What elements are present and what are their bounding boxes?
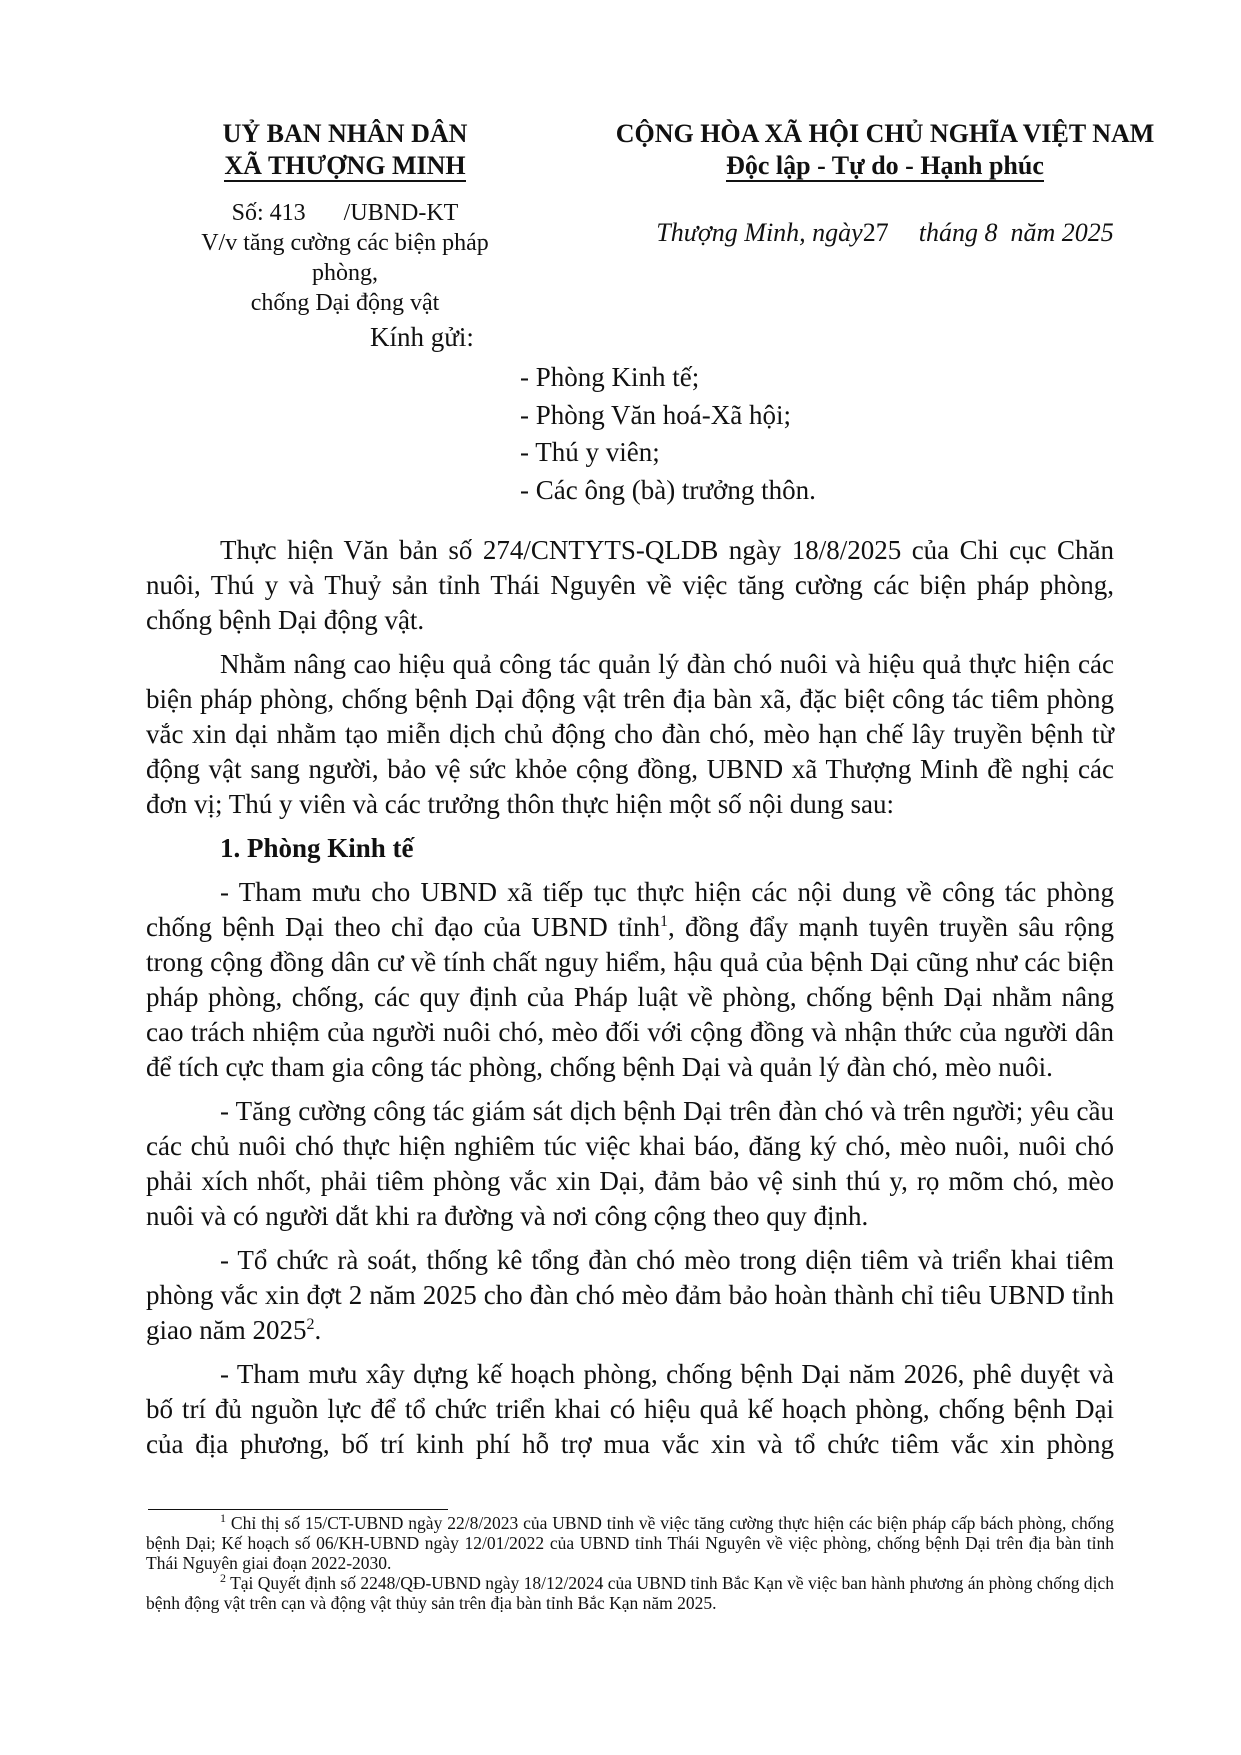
footnote-ref: 2 xyxy=(306,1316,315,1333)
org-line-2: XÃ THƯỢNG MINH xyxy=(224,151,466,180)
body-paragraph: - Tổ chức rà soát, thống kê tổng đàn chó mèo trong diện tiêm và triển khai tiêm phòng vắc xin đợt 2 năm 2025 cho đàn chó mèo đảm bảo hoàn thành chỉ tiêu UBND tỉnh giao năm 2025$^2$. xyxy=(146,1245,1114,1345)
national-header xyxy=(585,118,1185,182)
document-subject-line-1: V/v tăng cường các biện pháp phòng, xyxy=(201,230,489,286)
date-day: 27 xyxy=(862,218,889,247)
recipients-list xyxy=(520,359,816,509)
document-body xyxy=(146,533,1114,1471)
footnote-ref: 1 xyxy=(659,913,668,930)
recipient-item: - Phòng Văn hoá-Xã hội; xyxy=(520,399,791,430)
org-line-1: UỶ BAN NHÂN DÂN xyxy=(222,119,468,148)
nation-title: CỘNG HÒA XÃ HỘI CHỦ NGHĨA VIỆT NAM xyxy=(615,119,1155,148)
issuing-organization xyxy=(170,118,520,182)
body-paragraph: - Tham mưu cho UBND xã tiếp tục thực hiện các nội dung về công tác phòng chống bệnh Dại theo chỉ đạo của UBND tỉnh$^1$, đồng đẩy mạnh tuyên truyền sâu rộng trong cộng đồng dân cư về tính chất nguy hiểm, hậu quả của bệnh Dại cũng như các biện pháp phòng, chống, các quy định của Pháp luật về phòng, chống bệnh Dại nhằm nâng cao trách nhiệm của người nuôi chó, mèo đối với cộng đồng và nhận thức của người dân để tích cực tham gia công tác phòng, chống bệnh Dại và quản lý đàn chó, mèo nuôi. xyxy=(146,877,1114,1082)
body-paragraph: Nhằm nâng cao hiệu quả công tác quản lý đàn chó nuôi và hiệu quả thực hiện các biện pháp phòng, chống bệnh Dại động vật trên địa bàn xã, đặc biệt công tác tiêm phòng vắc xin dại nhằm tạo miễn dịch chủ động cho đàn chó, mèo hạn chế lây truyền bệnh từ động vật sang người, bảo vệ sức khỏe cộng đồng, UBND xã Thượng Minh đề nghị các đơn vị; Thú y viên và các trưởng thôn thực hiện một số nội dung sau: xyxy=(146,649,1114,819)
body-paragraph: - Tăng cường công tác giám sát dịch bệnh Dại trên đàn chó và trên người; yêu cầu các chủ nuôi chó thực hiện nghiêm túc việc khai báo, đăng ký chó, mèo nuôi, nuôi chó phải xích nhốt, phải tiêm phòng vắc xin Dại, đảm bảo vệ sinh thú y, rọ mõm chó, mèo nuôi và có người dắt khi ra đường và nơi công cộng theo quy định. xyxy=(146,1096,1114,1231)
document-date: Thượng Minh, ngày27 tháng 8 năm 2025 xyxy=(656,218,1114,247)
document-number: Số: 413 /UBND-KT xyxy=(231,200,459,226)
recipient-item: - Thú y viên; xyxy=(520,437,660,467)
footnote-separator xyxy=(148,1509,448,1510)
document-subject-line-2: chống Dại động vật xyxy=(250,290,440,316)
footnotes xyxy=(146,1513,1114,1613)
recipients-label: Kính gửi: xyxy=(370,322,474,352)
national-motto: Độc lập - Tự do - Hạnh phúc xyxy=(726,151,1044,180)
body-paragraph: - Tham mưu xây dựng kế hoạch phòng, chống bệnh Dại năm 2026, phê duyệt và bố trí đủ nguồn lực để tổ chức triển khai có hiệu quả kế hoạch phòng, chống bệnh Dại của địa phương, bố trí kinh phí hỗ trợ mua vắc xin và tổ chức tiêm vắc xin phòng xyxy=(146,1359,1114,1459)
section-heading: 1. Phòng Kinh tế xyxy=(220,833,414,863)
body-paragraph: Thực hiện Văn bản số 274/CNTYTS-QLDB ngày 18/8/2025 của Chi cục Chăn nuôi, Thú y và Thuỷ sản tỉnh Thái Nguyên về việc tăng cường các biện pháp phòng, chống bệnh Dại động vật. xyxy=(146,535,1114,635)
footnote: $^2$ Tại Quyết định số 2248/QĐ-UBND ngày 18/12/2024 của UBND tỉnh Bắc Kạn về việc ban hành phương án phòng chống dịch bệnh động vật trên cạn và động vật thủy sản trên địa bàn tỉnh Bắc Kạn năm 2025. xyxy=(146,1571,1114,1613)
footnote: $^1$ Chỉ thị số 15/CT-UBND ngày 22/8/2023 của UBND tỉnh về việc tăng cường thực hiện các biện pháp cấp bách phòng, chống bệnh Dại; Kế hoạch số 06/KH-UBND ngày 12/01/2022 của UBND tỉnh Thái Nguyên về việc phòng, chống bệnh Dại trên địa bàn tỉnh Thái Nguyên giai đoạn 2022-2030. xyxy=(146,1511,1114,1573)
recipient-item: - Phòng Kinh tế; xyxy=(520,362,700,392)
recipient-item: - Các ông (bà) trưởng thôn. xyxy=(520,474,816,505)
document-reference xyxy=(170,198,520,318)
